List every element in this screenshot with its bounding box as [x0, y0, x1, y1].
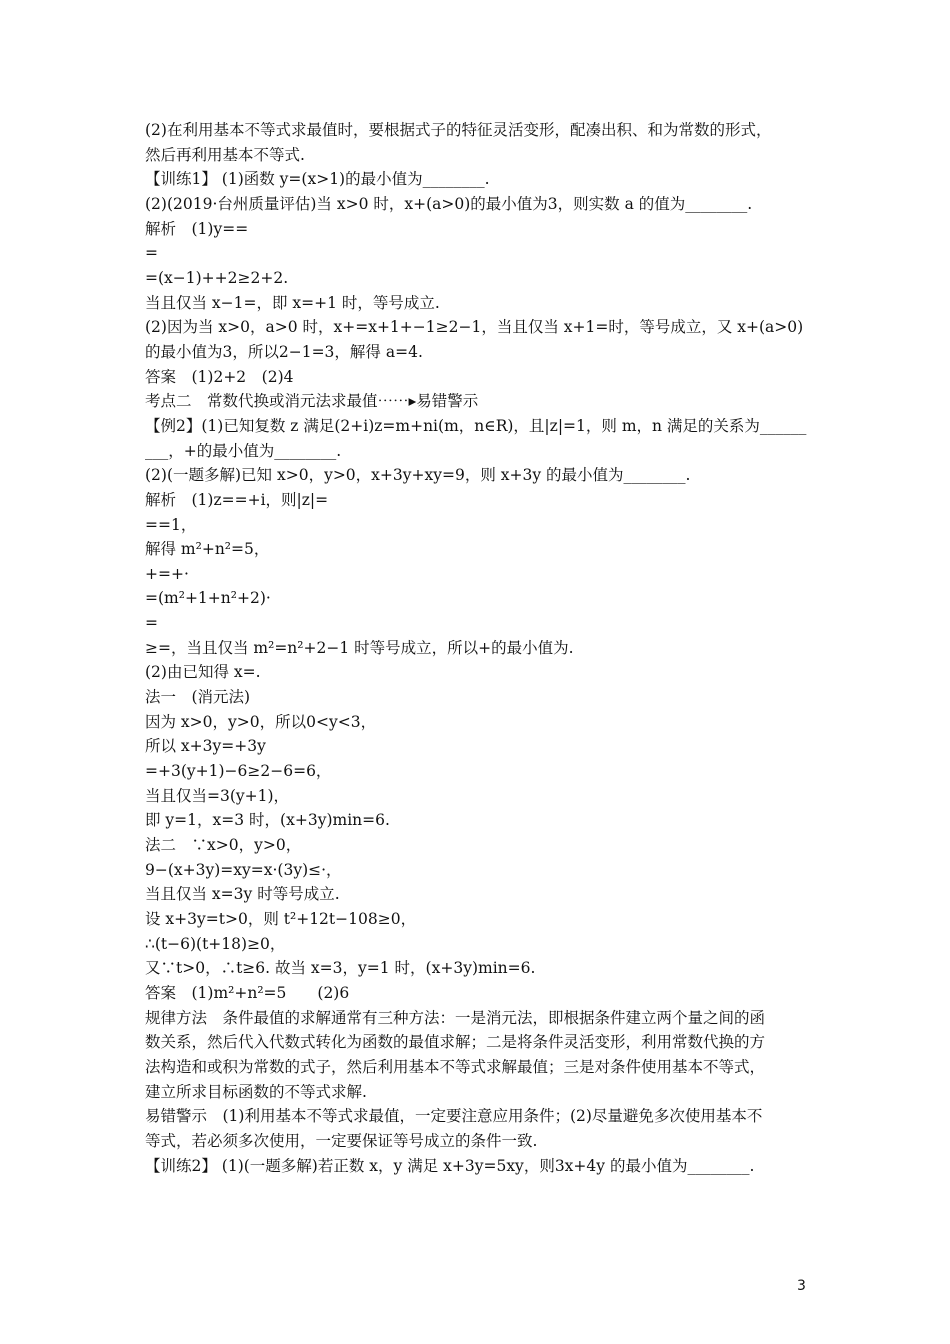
text-line: 规律方法 条件最值的求解通常有三种方法：一是消元法，即根据条件建立两个量之间的函	[145, 1008, 766, 1027]
text-line: 又∵t>0，∴t≥6. 故当 x=3，y=1 时，(x+3y)min=6.	[145, 959, 536, 978]
text-line: 当且仅当 x−1=，即 x=+1 时，等号成立.	[145, 293, 440, 312]
text-line: ≥=，当且仅当 m²=n²+2−1 时等号成立，所以+的最小值为.	[145, 638, 574, 657]
text-line: 【例2】(1)已知复数 z 满足(2+i)z=m+ni(m，n∈R)，且|z|=1，则 m，n 满足的关系为______	[145, 416, 807, 435]
text-line: 的最小值为3，所以2−1=3，解得 a=4.	[145, 342, 423, 361]
section-heading: 考点二 常数代换或消元法求最值⋯⋯▸易错警示	[145, 392, 479, 411]
text-line: 答案 (1)2+2 (2)4	[145, 367, 294, 386]
text-line: =(x−1)++2≥2+2.	[145, 268, 289, 287]
text-line: =(m²+1+n²+2)·	[145, 589, 271, 608]
text-line: 【训练1】 (1)函数 y=(x>1)的最小值为________.	[145, 170, 490, 189]
text-line: 【训练2】 (1)(一题多解)若正数 x，y 满足 x+3y=5xy，则3x+4y 的最小值为________.	[145, 1156, 755, 1175]
page-number: 3	[797, 1278, 806, 1294]
text-line: 设 x+3y=t>0，则 t²+12t−108≥0，	[145, 910, 417, 928]
text-line: 当且仅当=3(y+1)，	[145, 786, 290, 805]
text-line: (2)在利用基本不等式求最值时，要根据式子的特征灵活变形，配凑出积、和为常数的形式，	[145, 121, 772, 139]
text-line: 解析 (1)z==+i，则|z|=	[145, 490, 329, 509]
text-line: 答案 (1)m²+n²=5 (2)6	[145, 983, 350, 1002]
text-line: 数关系，然后代入代数式转化为函数的最值求解；二是将条件灵活变形，利用常数代换的方	[145, 1033, 766, 1052]
text-line: (2)由已知得 x=.	[145, 663, 261, 682]
text-line: 解得 m²+n²=5，	[145, 540, 270, 559]
text-line: (2)(一题多解)已知 x>0，y>0，x+3y+xy=9，则 x+3y 的最小值为________.	[145, 466, 691, 485]
text-line: ___，+的最小值为________.	[145, 441, 342, 460]
text-line: +=+·	[145, 564, 189, 583]
text-line: ∴(t−6)(t+18)≥0，	[145, 934, 286, 953]
text-line: 等式，若必须多次使用，一定要保证等号成立的条件一致.	[145, 1131, 538, 1150]
text-line: 易错警示 (1)利用基本不等式求最值，一定要注意应用条件；(2)尽量避免多次使用基本不	[145, 1107, 763, 1126]
text-line: 法一 (消元法)	[145, 688, 251, 707]
text-line: (2)因为当 x>0，a>0 时，x+=x+1+−1≥2−1，当且仅当 x+1=时，等号成立，又 x+(a>0)	[145, 318, 804, 337]
text-line: ==1，	[145, 515, 197, 534]
text-line: =+3(y+1)−6≥2−6=6，	[145, 762, 332, 781]
text-line: 然后再利用基本不等式.	[145, 145, 305, 164]
document-body	[145, 118, 815, 1178]
text-line: 因为 x>0，y>0，所以0<y<3，	[145, 712, 377, 731]
text-line: 即 y=1，x=3 时，(x+3y)min=6.	[145, 811, 390, 830]
text-line: 所以 x+3y=+3y	[145, 737, 266, 756]
text-line: =	[145, 244, 158, 263]
text-line: 当且仅当 x=3y 时等号成立.	[145, 885, 340, 904]
text-line: 9−(x+3y)=xy=x·(3y)≤·，	[145, 860, 342, 879]
text-line: 法二 ∵x>0，y>0，	[145, 836, 302, 855]
text-line: 法构造和或积为常数的式子，然后利用基本不等式求解最值；三是对条件使用基本不等式，	[145, 1057, 766, 1076]
text-line: (2)(2019·台州质量评估)当 x>0 时，x+(a>0)的最小值为3，则实数 a 的值为________.	[145, 194, 753, 213]
text-line: 建立所求目标函数的不等式求解.	[145, 1082, 367, 1101]
text-line: =	[145, 614, 158, 633]
text-line: 解析 (1)y==	[145, 219, 249, 238]
